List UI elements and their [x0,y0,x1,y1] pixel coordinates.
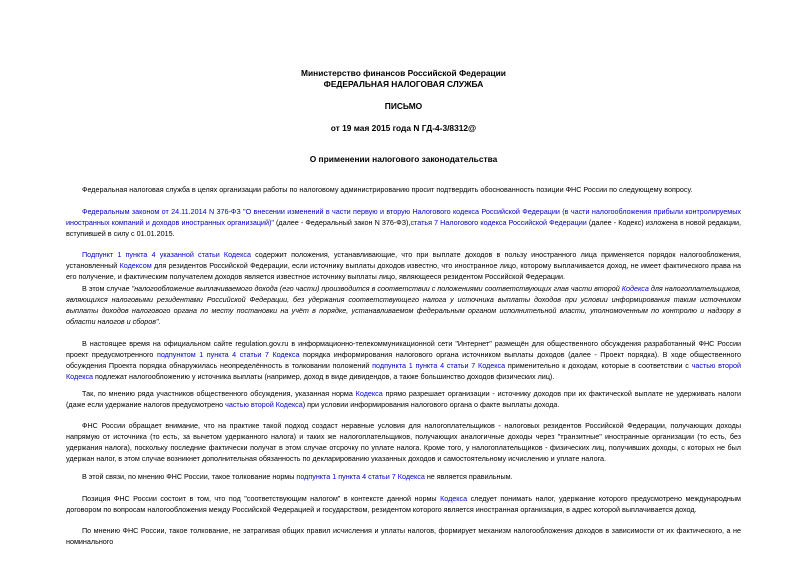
paragraph-5-text-2: порядка информирования налогового органа источником выплаты доходов (далее - Проект порядка). В ходе общественного обсуждения Проекта порядка обнаружилась неопределённость в толковании положений [66,350,741,370]
document-subject: О применении налогового законодательства [309,154,498,164]
part-two-link[interactable]: частью второй Кодекса [66,361,742,381]
paragraph-4-text-1: В этом случае [82,284,132,293]
paragraph-2-text-2: (далее - Кодекс) изложена в новой редакции, вступившей в силу с 01.01.2015. [66,218,742,238]
document-type: ПИСЬМО [384,101,423,111]
paragraph-7: ФНС России обращает внимание, что на практике такой подход создаст неравные условия для налогоплательщиков - налоговых резидентов Российской Федерации, получающих доходы напрямую от источника (то есть, за вычетом удержанного налога) и таких же налогоплательщиков, получающих аналогичные доходы через "транзитные" иностранные организации (то есть, без удержания налога), поскольку последние фактически получат в этом случае отсрочку по уплате налога. Кроме того, у налогоплательщиков - физических лиц, получивших доходы, с которых не был удержан налог, в этом случае возникнет дополнительная обязанность по декларированию указанных доходов и самостоятельному исчислению и уплате налога. [66,421,741,463]
code-link[interactable]: Кодекса [621,284,649,293]
part-two-link[interactable]: частью второй Кодекса [225,400,303,409]
paragraph-8-text-2: не является правильным. [424,472,513,481]
federal-law-376-link[interactable]: Федеральным законом от 24.11.2014 N 376-ФЗ "О внесении изменений в части первую и вторую Налогового кодекса Российской Федерации (в части налогообложения прибыли контролируемых иностранных компаний и доходов иностранных организаций)" [66,207,741,227]
paragraph-4-quote-2: для налогоплательщиков, являющихся налоговыми резидентами Российской Федерации, без удержания соответствующего налога у источника выплаты доходов при условии информирования таким источником выплаты доходов налогового органа по месту постановки на учёт в порядке, устанавливаемом федеральным органом исполнительной власти, уполномоченным по контролю и надзору в области налогов и сборов" [66,284,741,326]
paragraph-9 [66,493,741,515]
paragraph-8-text-1: В этой связи, по мнению ФНС России, такое толкование нормы [82,472,297,481]
subparagraph-1-link[interactable]: Подпункт 1 пункта 4 указанной статьи Кодекса [82,250,251,259]
paragraph-6-text-3: ) при условии информирования налогового органа о факте выплаты дохода. [302,400,560,409]
paragraph-9-text-2: следует понимать налог, удержание которого предусмотрено международным договором по вопросам налогообложения между Российской Федерацией и государством, резидентом которого является иностранная организация, в адрес которой выплачивается доход. [66,494,741,514]
paragraph-6-text-2: прямо разрешает организации - источнику доходов при их фактической выплате не удерживать налоги (даже если удержание налогов предусмотрено [66,389,741,409]
subparagraph-link[interactable]: подпунктом 1 пункта 4 статьи 7 Кодекса [156,350,300,359]
subparagraph-link[interactable]: подпункта 1 пункта 4 статьи 7 Кодекса [296,472,425,481]
paragraph-8 [66,471,741,482]
paragraph-3-text-2: для резидентов Российской Федерации, если источнику выплаты доходов известно, что иностранное лицо, которому выплачивается доход, не имеет фактического права на его получение, и фактическим получателем доходов является известное источнику выплаты лицо, являющееся резидентом Российской Федерации. [66,261,741,281]
subparagraph-link[interactable]: подпункта 1 пункта 4 статьи 7 Кодекса [372,361,506,370]
paragraph-4 [66,283,741,327]
paragraph-6 [66,388,741,410]
paragraph-4-text-2: . [158,317,161,326]
paragraph-1: Федеральная налоговая служба в целях организации работы по налоговому администрированию просит подтвердить обоснованность позиции ФНС России по следующему вопросу. [82,185,693,194]
paragraph-3-text-1: содержит положения, устанавливающие, что при выплате доходов в пользу иностранного лица применяется порядок налогообложения, установленный [66,250,742,270]
tax-code-article-7-link[interactable]: статья 7 Налогового кодекса Российской Федерации [410,218,587,227]
service-title: ФЕДЕРАЛЬНАЯ НАЛОГОВАЯ СЛУЖБА [323,79,484,89]
paragraph-4-quote-1: "налогообложение выплачиваемого дохода (его части) производится в соответствии с положениями соответствующих глав части второй [131,284,622,293]
paragraph-5-text-3: применительно к доходам, которые в соответствии с [505,361,692,370]
paragraph-5-text-1: В настоящее время на официальном сайте regulation.gov.ru в информационно-телекоммуникационной сети "Интернет" размещён для общественного обсуждения разработанный ФНС России проект предусмотренного [66,339,741,359]
paragraph-2-text-1: (далее - Федеральный закон N 376-ФЗ), [273,218,411,227]
paragraph-5 [66,338,741,382]
paragraph-10: По мнению ФНС России, такое толкование, не затрагивая общих правил исчисления и уплаты налогов, формирует механизм налогообложения доходов в зависимости от их фактического, а не номинального [66,526,741,546]
paragraph-6-text-1: Так, по мнению ряда участников общественного обсуждения, указанная норма [82,389,356,398]
document-number: от 19 мая 2015 года N ГД-4-3/8312@ [330,123,477,133]
paragraph-2 [66,206,741,239]
code-link[interactable]: Кодексом [119,261,152,270]
code-link[interactable]: Кодекса [355,389,383,398]
ministry-title: Министерство финансов Российской Федерации [301,68,506,78]
code-link[interactable]: Кодекса [440,494,468,503]
paragraph-3 [66,249,741,282]
paragraph-9-text-1: Позиция ФНС России состоит в том, что под "соответствующим налогом" в контексте данной нормы [82,494,441,503]
paragraph-5-text-4: подлежат налогообложению у источника выплаты (например, доход в виде дивидендов, а также большинство доходов физических лиц). [93,372,555,381]
